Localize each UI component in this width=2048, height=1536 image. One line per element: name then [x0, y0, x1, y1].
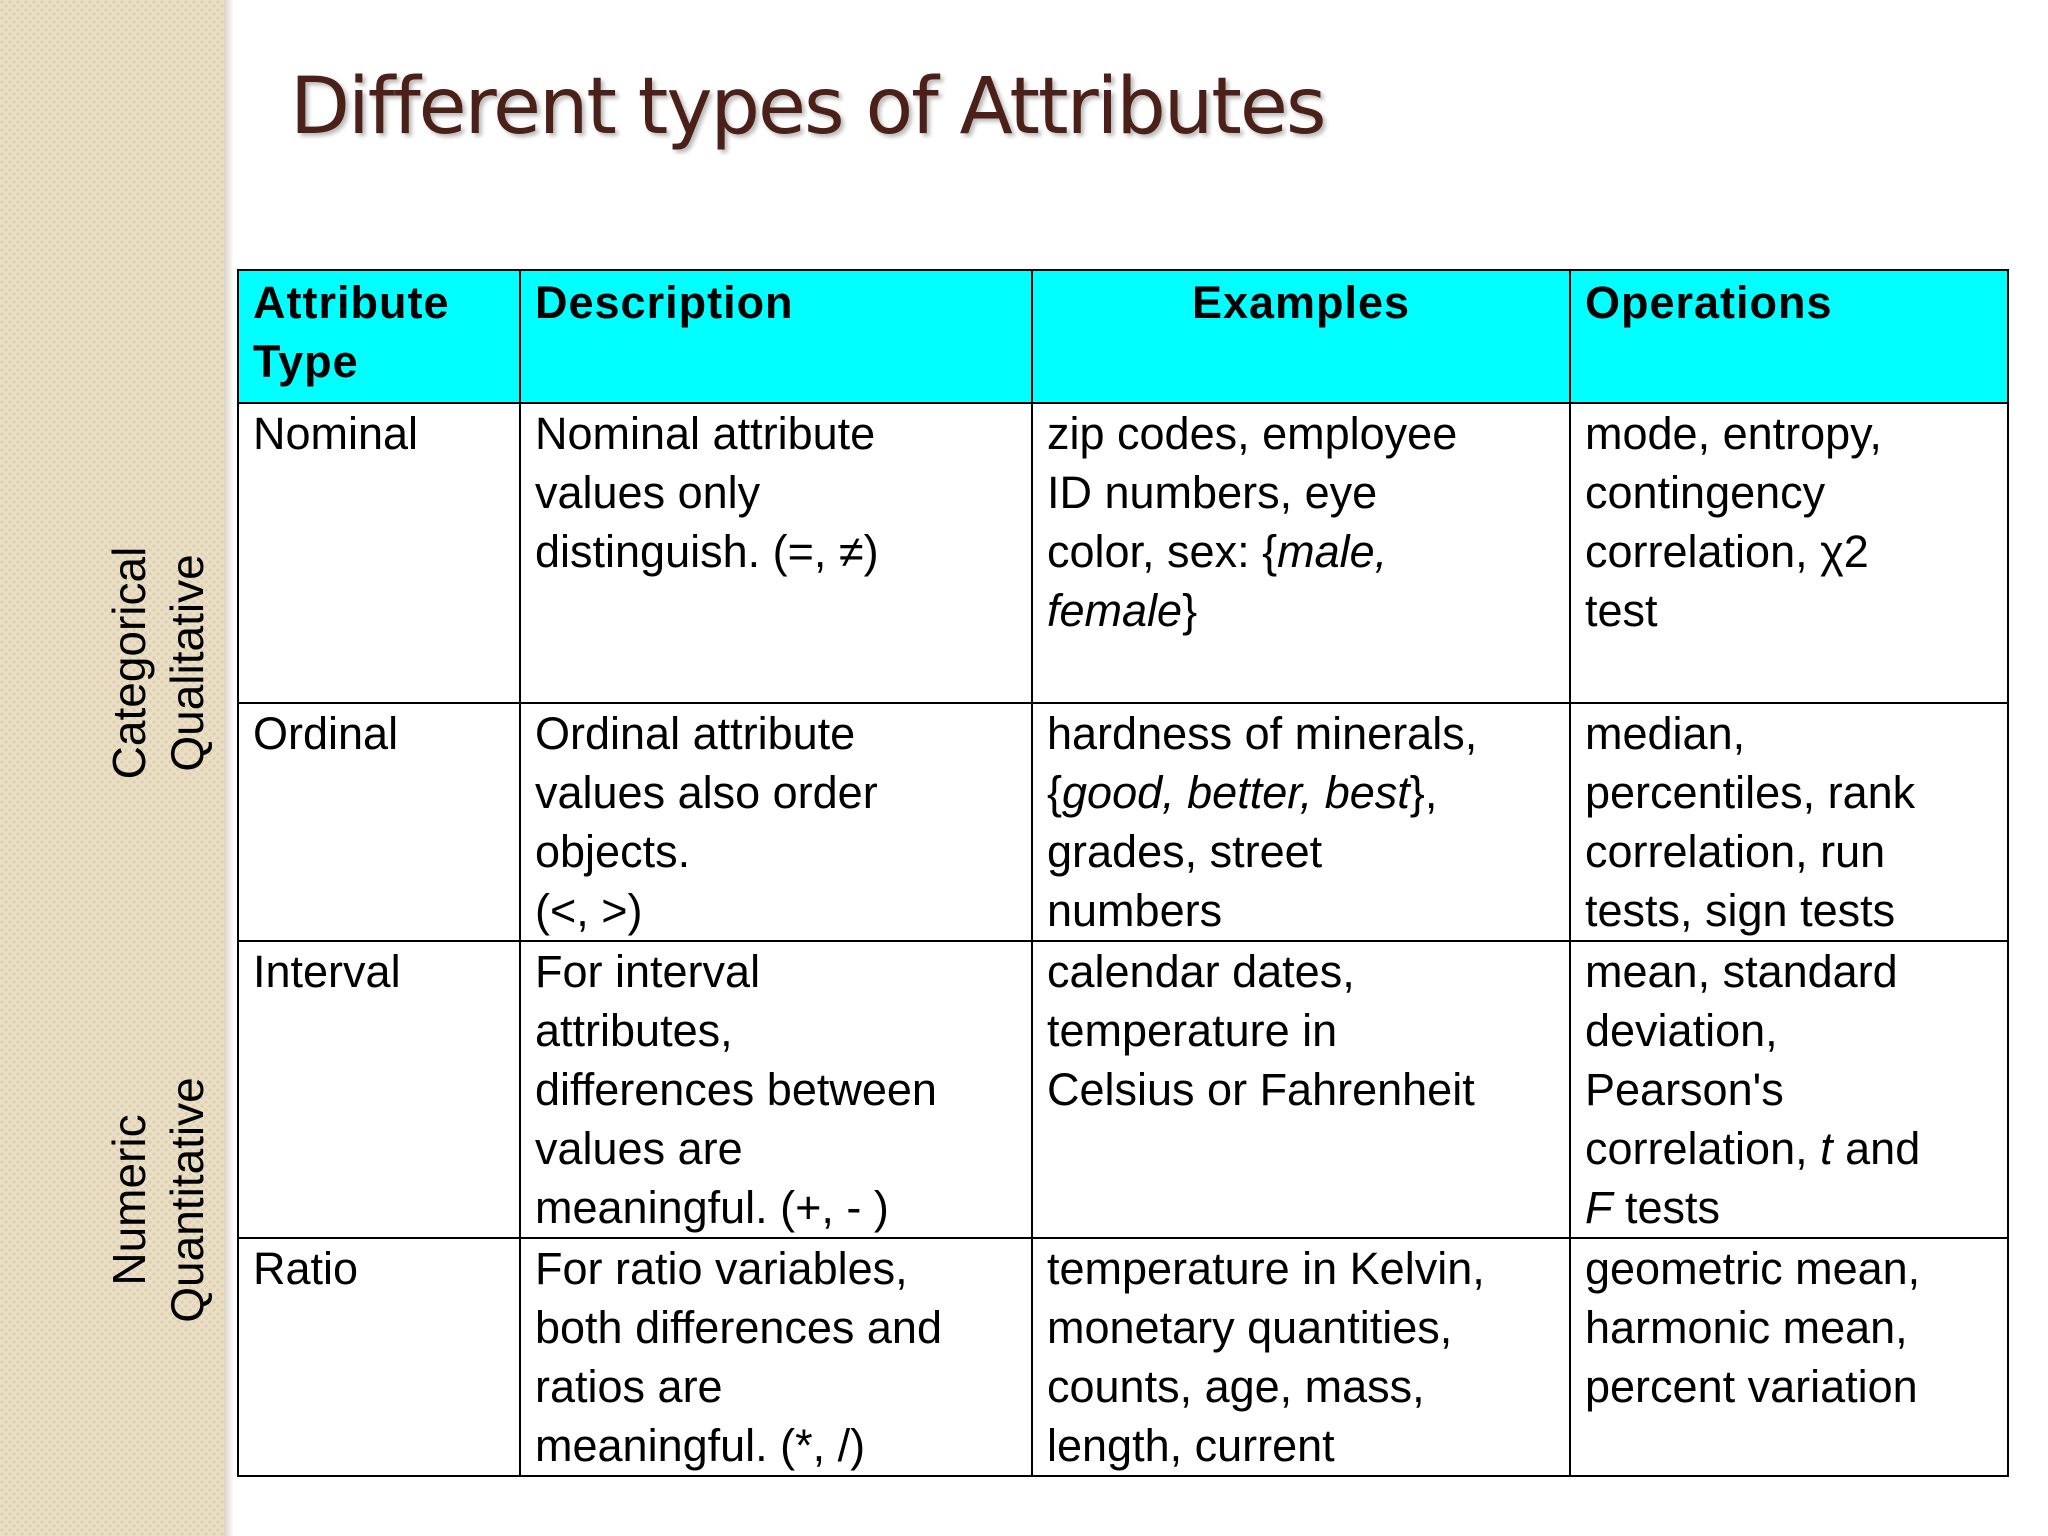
cell-type-ordinal: Ordinal	[238, 703, 520, 941]
examples-line	[1047, 522, 1555, 581]
operations-line: median,	[1585, 708, 1746, 759]
operations-line: mode, entropy,	[1585, 408, 1882, 459]
operations-line: Pearson's	[1585, 1064, 1784, 1115]
description-line: both differences and	[535, 1302, 942, 1353]
cell-type-nominal: Nominal	[238, 403, 520, 703]
table-row-ordinal	[238, 703, 2008, 941]
operations-line: correlation, χ2	[1585, 526, 1869, 577]
examples-text: {	[1047, 767, 1063, 818]
description-line: objects.	[535, 826, 691, 877]
cell-examples-interval	[1032, 941, 1570, 1238]
operations-line: percent variation	[1585, 1361, 1918, 1412]
description-line: ratios are	[535, 1361, 723, 1412]
description-line: differences between	[535, 1064, 937, 1115]
examples-line: hardness of minerals,	[1047, 708, 1478, 759]
cell-operations-nominal	[1570, 403, 2008, 703]
header-operations: Operations	[1570, 270, 2008, 403]
operations-line: geometric mean,	[1585, 1243, 1921, 1294]
examples-line: temperature in Kelvin,	[1047, 1243, 1485, 1294]
operations-italic: t	[1820, 1123, 1833, 1174]
attribute-types-table	[237, 269, 2009, 1477]
cell-type-ratio: Ratio	[238, 1238, 520, 1476]
side-label-categorical-line2: Qualitative	[161, 554, 213, 772]
operations-line: harmonic mean,	[1585, 1302, 1908, 1353]
operations-line: deviation,	[1585, 1005, 1778, 1056]
description-line: (<, >)	[535, 885, 643, 936]
side-label-numeric-line1: Numeric	[103, 1114, 155, 1286]
description-line: Nominal attribute	[535, 408, 876, 459]
description-line: distinguish. (=, ≠)	[535, 526, 879, 577]
examples-text: }	[1182, 585, 1198, 636]
operations-line: contingency	[1585, 467, 1826, 518]
operations-line: tests, sign tests	[1585, 885, 1896, 936]
cell-description-nominal	[520, 403, 1032, 703]
cell-description-interval	[520, 941, 1032, 1238]
table-row-interval	[238, 941, 2008, 1238]
cell-examples-nominal	[1032, 403, 1570, 703]
examples-line	[1047, 763, 1555, 822]
description-line: meaningful. (*, /)	[535, 1420, 866, 1471]
examples-line: temperature in	[1047, 1005, 1338, 1056]
side-label-categorical-line1: Categorical	[103, 546, 155, 780]
table-header-row	[238, 270, 2008, 403]
examples-italic: female	[1047, 585, 1183, 636]
description-line: meaningful. (+, - )	[535, 1182, 889, 1233]
operations-text: correlation,	[1585, 1123, 1808, 1174]
description-line: values only	[535, 467, 761, 518]
examples-line: numbers	[1047, 885, 1223, 936]
slide-title: Different types of Attributes	[290, 62, 1325, 152]
cell-examples-ratio	[1032, 1238, 1570, 1476]
examples-italic: male,	[1277, 526, 1388, 577]
header-attribute-type	[238, 270, 520, 403]
header-examples: Examples	[1032, 270, 1570, 403]
cell-examples-ordinal	[1032, 703, 1570, 941]
description-line: values are	[535, 1123, 743, 1174]
operations-line: percentiles, rank	[1585, 767, 1916, 818]
description-line: For ratio variables,	[535, 1243, 908, 1294]
examples-line: counts, age, mass,	[1047, 1361, 1425, 1412]
operations-text: tests	[1625, 1182, 1721, 1233]
cell-description-ratio	[520, 1238, 1032, 1476]
operations-line: test	[1585, 585, 1658, 636]
cell-operations-ratio	[1570, 1238, 2008, 1476]
description-line: values also order	[535, 767, 878, 818]
operations-text: and	[1845, 1123, 1921, 1174]
examples-line: length, current	[1047, 1420, 1335, 1471]
operations-line	[1585, 1178, 1993, 1237]
cell-description-ordinal	[520, 703, 1032, 941]
operations-line: correlation, run	[1585, 826, 1886, 877]
operations-line: mean, standard	[1585, 946, 1898, 997]
examples-text: color, sex: {	[1047, 526, 1278, 577]
side-label-numeric-line2: Quantitative	[161, 1077, 213, 1323]
examples-line: calendar dates,	[1047, 946, 1355, 997]
header-attribute-type-line2: Type	[253, 336, 359, 387]
examples-line: Celsius or Fahrenheit	[1047, 1064, 1475, 1115]
examples-italic: good, better, best	[1062, 767, 1410, 818]
sidebar-shadow-edge	[224, 0, 234, 1536]
table-row-ratio	[238, 1238, 2008, 1476]
examples-line: zip codes, employee	[1047, 408, 1458, 459]
description-line: attributes,	[535, 1005, 733, 1056]
operations-line	[1585, 1119, 1993, 1178]
examples-line: ID numbers, eye	[1047, 467, 1378, 518]
examples-line: grades, street	[1047, 826, 1323, 877]
description-line: For interval	[535, 946, 761, 997]
operations-italic: F	[1585, 1182, 1613, 1233]
description-line: Ordinal attribute	[535, 708, 856, 759]
header-description: Description	[520, 270, 1032, 403]
cell-operations-interval	[1570, 941, 2008, 1238]
examples-line	[1047, 581, 1555, 640]
examples-line: monetary quantities,	[1047, 1302, 1453, 1353]
header-attribute-type-line1: Attribute	[253, 277, 450, 328]
cell-type-interval: Interval	[238, 941, 520, 1238]
table-row-nominal	[238, 403, 2008, 703]
cell-operations-ordinal	[1570, 703, 2008, 941]
examples-text: },	[1409, 767, 1438, 818]
